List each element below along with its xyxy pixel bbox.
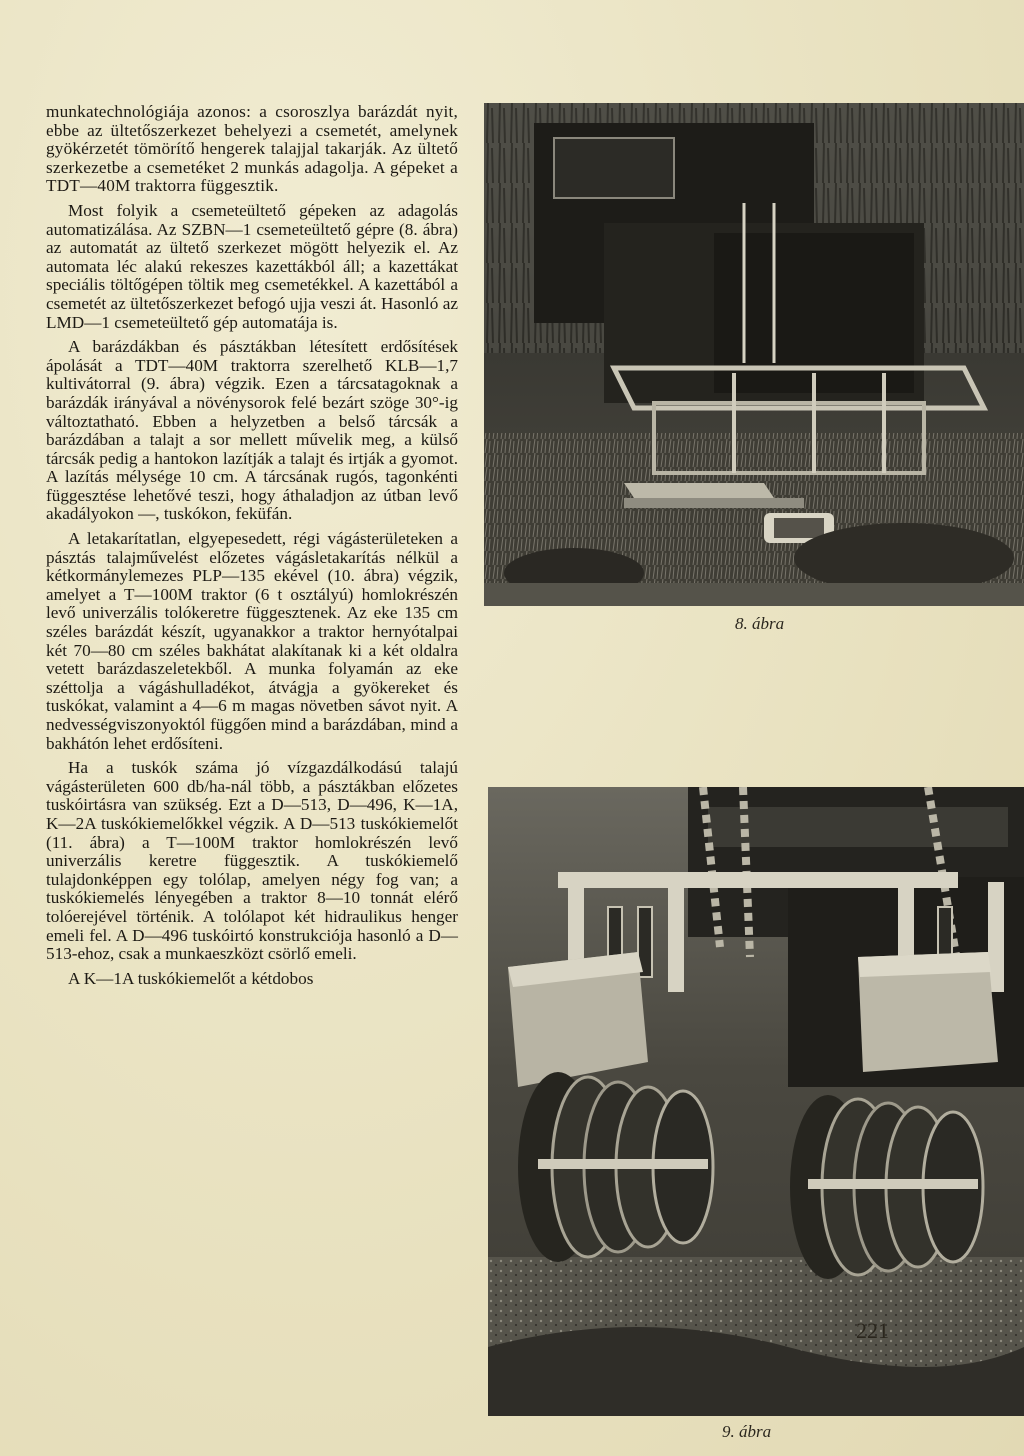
- paragraph-5: Ha a tuskók száma jó vízgazdálkodású talajú vágásterületen 600 db/ha-nál több, a pásztákban előzetes tuskóirtásra van szükség. Ezt a D—513, D—496, K—1A, K—2A tuskókiemelőkkel végzik. A D—513 tuskókiemelőt (11. ábra) a T—100M traktor homlokrészén levő univerzális keretre függesztik. A tuskókiemelő tulajdonképpen egy tolólap, amelyen négy fog van; a tuskókiemelés lényegében a traktor 8—10 tonnát elérő tolóerejével történik. A tolólapot két hidraulikus henger emeli fel. A D—496 tuskóirtó konstrukciója hasonló a D—513-ehoz, csak a munkaeszközt csörlő emeli.: [46, 758, 458, 964]
- page-number: 221: [856, 1318, 889, 1343]
- paragraph-3: A barázdákban és pásztákban létesített erdősítések ápolását a TDT—40M traktorra szerelhető KLB—1,7 kultivátorral (9. ábra) végzik. Ezen a tárcsatagoknak a barázdák irányával a növénysorok felé bezárt szöge 30°-ig változtatható. Ebben a helyzetben a belső tárcsák a barázdában a talajt a sor mellett művelik meg, a külső tárcsák pedig a hantokon lazítják a talajt és irtják a gyomot. A lazítás mélysége 10 cm. A tárcsának rugós, tagonkénti függesztése lehetővé teszi, hogy áthaladjon az útban levő akadályokon —, tuskókon, feküfán.: [46, 337, 458, 524]
- figure-8-caption: 8. ábra: [735, 614, 785, 633]
- figure-9-photo: [488, 787, 1024, 1416]
- text-column: [46, 103, 458, 988]
- paragraph-6: A K—1A tuskókiemelőt a kétdobos: [68, 968, 314, 988]
- figure-8-photo: [484, 103, 1024, 606]
- paragraph-4: A letakarítatlan, elgyepesedett, régi vágásterületeken a pásztás talajművelést előzetes vágásletakarítás nélkül a kétkormánylemezes PLP—135 ekével (10. ábra) végzik, amelyet a T—100M traktor (6 t osztályú) homlokrészén levő univerzális tolókeretre függesztenek. Az eke 135 cm széles barázdát készít, ugyanakkor a traktor hernyótalpai két 70—80 cm széles bakhátat alakítanak ki a két oldalra vetett barázdaszeletekből. A munka folyamán az eke széttolja a vágáshulladékot, átvágja a gyökereket és tuskókat, valamint a 4—6 m magas növetben sávot nyit. A nedvességviszonyoktól függően mind a barázdában, mind a bakhátón lehet erdősíteni.: [46, 529, 458, 753]
- paragraph-1: munkatechnológiája azonos: a csoroszlya barázdát nyit, ebbe az ültetőszerkezet behelyezi a csemetét, amelynek gyökérzetét tömörítő hengerek talajjal takarják. Az ültető szerkezetbe a csemetéket 2 munkás adagolja. A gépeket a TDT—40M traktorra függesztik.: [46, 102, 458, 196]
- paragraph-2: Most folyik a csemeteültető gépeken az adagolás automatizálása. Az SZBN—1 csemeteültető gépre (8. ábra) az automatát az ültető szerkezet mögött helyezik el. Az automata léc alakú rekeszes kazettákból áll; a kazettákat speciális töltőgépen töltik meg csemetékkel. A kazettából a csemetét az ültetőszerkezet befogó ujja veszi át. Hasonló az LMD—1 csemeteültető gép automatája is.: [46, 200, 458, 332]
- figure-9-caption: 9. ábra: [722, 1422, 772, 1441]
